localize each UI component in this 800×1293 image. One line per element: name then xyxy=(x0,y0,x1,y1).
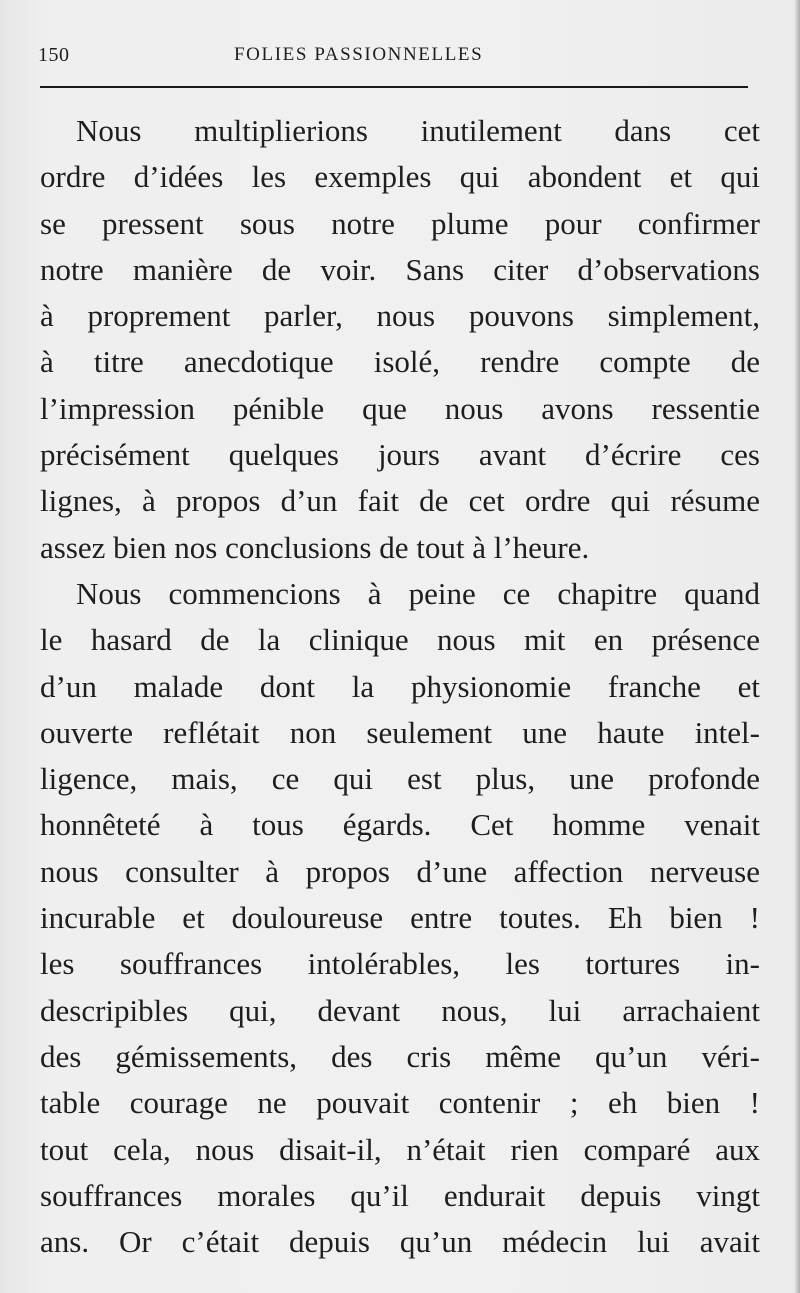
text-line: ouverte reflétait non seulement une haute intel- xyxy=(40,714,760,750)
text-line: d’un malade dont la physionomie franche et xyxy=(40,668,760,704)
text-line: des gémissements, des cris même qu’un véri- xyxy=(40,1038,760,1074)
text-line: Nous commencions à peine ce chapitre quand xyxy=(76,575,760,611)
text-line: assez bien nos conclusions de tout à l’heure. xyxy=(40,529,590,565)
text-line: l’impression pénible que nous avons ressentie xyxy=(40,390,760,426)
text-line: table courage ne pouvait contenir ; eh bien ! xyxy=(40,1085,760,1121)
text-line: descripibles qui, devant nous, lui arrachaient xyxy=(40,992,760,1028)
text-line: Nous multiplierions inutilement dans cet xyxy=(76,113,760,148)
text-line: ordre d’idées les exemples qui abondent et qui xyxy=(40,159,760,195)
text-line: incurable et douloureuse entre toutes. Eh bien ! xyxy=(40,900,760,936)
page-edge-shadow xyxy=(794,0,800,1293)
text-line: le hasard de la clinique nous mit en présence xyxy=(40,622,760,658)
paragraph-2 xyxy=(40,571,760,1265)
text-line: lignes, à propos d’un fait de cet ordre qui résume xyxy=(40,483,760,519)
text-line: notre manière de voir. Sans citer d’observations xyxy=(40,251,760,287)
text-line: à proprement parler, nous pouvons simplement, xyxy=(40,298,760,334)
text-line: tout cela, nous disait-il, n’était rien comparé aux xyxy=(40,1131,760,1167)
header-rule xyxy=(40,86,748,88)
page-number: 150 xyxy=(38,44,70,66)
text-line: ligence, mais, ce qui est plus, une profonde xyxy=(40,761,760,797)
running-head xyxy=(38,44,750,74)
paragraph-1 xyxy=(40,108,760,571)
text-line: les souffrances intolérables, les tortures in- xyxy=(40,946,760,982)
text-line: honnêteté à tous égards. Cet homme venait xyxy=(40,807,760,843)
text-line: nous consulter à propos d’une affection nerveuse xyxy=(40,853,760,889)
text-line: à titre anecdotique isolé, rendre compte de xyxy=(40,344,760,380)
text-line: ans. Or c’était depuis qu’un médecin lui avait xyxy=(40,1224,760,1260)
text-line: précisément quelques jours avant d’écrire ces xyxy=(40,437,760,473)
body-text xyxy=(40,108,760,1265)
text-line: souffrances morales qu’il endurait depuis vingt xyxy=(40,1177,760,1213)
text-line: se pressent sous notre plume pour confirmer xyxy=(40,205,760,241)
running-head-title: FOLIES PASSIONNELLES xyxy=(234,44,484,65)
